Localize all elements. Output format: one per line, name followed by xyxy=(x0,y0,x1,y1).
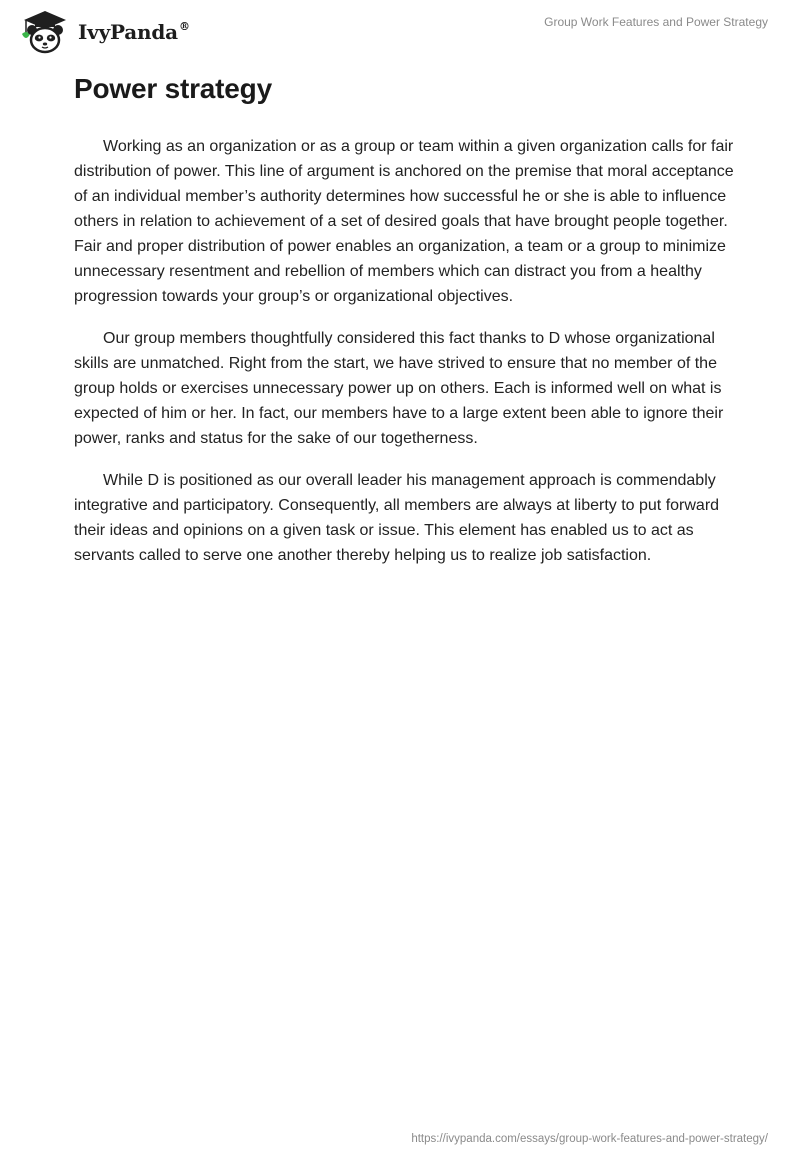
paragraph: Working as an organization or as a group or team within a given organization calls for fair distribution of power. This line of argument is anchored on the premise that moral acceptance of an individual member’s authority determines how successful he or she is able to influence others in relation to achievement of a set of desired goals that have brought people together. Fair and proper distribution of power enables an organization, a team or a group to minimize unnecessary resentment and rebellion of members which can distract you from a healthy progression towards your group’s or organizational objectives. xyxy=(74,138,734,305)
ivypanda-logo[interactable] xyxy=(14,8,190,54)
paragraph: While D is positioned as our overall leader his management approach is commendably integrative and participatory. Consequently, all members are always at liberty to put forward their ideas and opinions on a given task or issue. This element has enabled us to act as servants called to serve one another thereby helping us to realize job satisfaction. xyxy=(74,472,720,564)
panda-graduate-icon xyxy=(14,8,76,54)
page-header xyxy=(0,0,800,60)
section-heading: Power strategy xyxy=(74,73,272,104)
article-body xyxy=(74,134,734,585)
source-url[interactable]: https://ivypanda.com/essays/group-work-features-and-power-strategy/ xyxy=(411,1133,768,1145)
paragraph: Our group members thoughtfully considered this fact thanks to D whose organizational skills are unmatched. Right from the start, we have strived to ensure that no member of the group holds or exercises unnecessary power up on others. Each is informed well on what is expected of him or her. In fact, our members have to a large extent been able to ignore their power, ranks and status for the sake of our togetherness. xyxy=(74,330,724,447)
document-title: Group Work Features and Power Strategy xyxy=(544,15,768,29)
registered-mark: ® xyxy=(178,20,190,33)
brand-name: IvyPanda® xyxy=(78,20,190,44)
